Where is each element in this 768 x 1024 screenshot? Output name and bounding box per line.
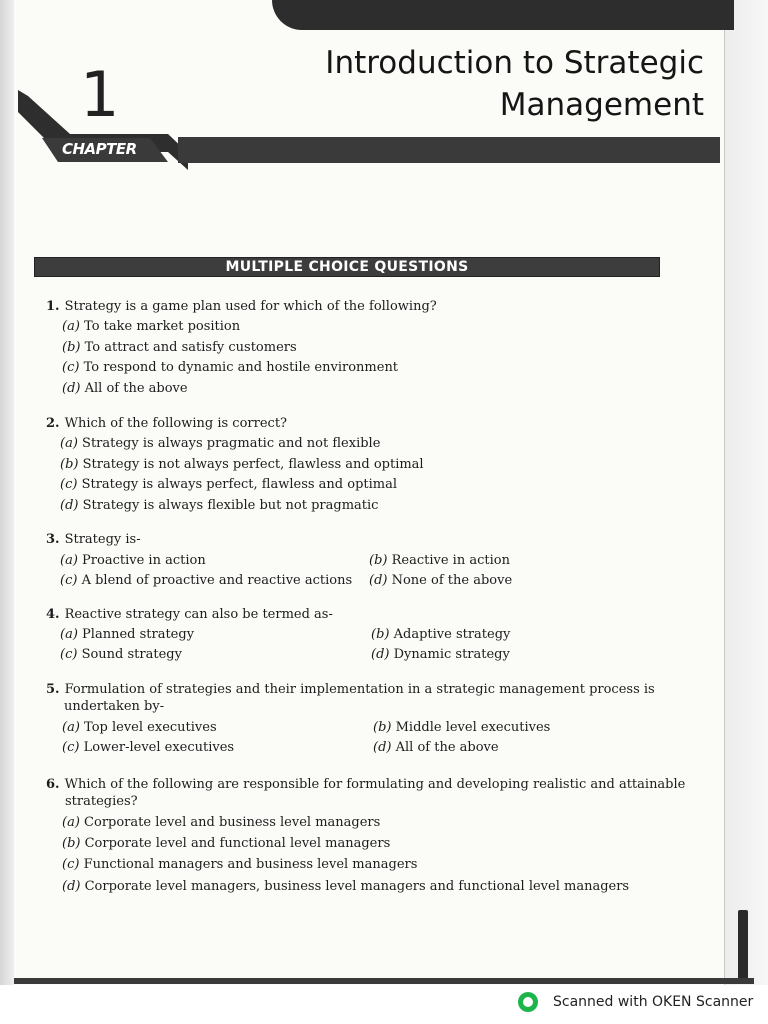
chapter-title-line1: Introduction to Strategic <box>325 45 704 81</box>
option-text: Sound strategy <box>81 647 182 662</box>
option-1b <box>62 338 297 358</box>
option-text: Strategy is not always perfect, flawless and optimal <box>82 457 424 472</box>
option-letter: (b) <box>369 553 388 568</box>
question-text: Strategy is- <box>64 532 141 547</box>
question-5-continued <box>64 697 164 717</box>
option-letter: (c) <box>60 477 78 492</box>
question-text-line1: Which of the following are responsible for formulating and developing realistic and attainable <box>64 777 686 792</box>
option-letter: (d) <box>373 740 392 755</box>
option-letter: (b) <box>371 627 390 642</box>
option-letter: (b) <box>62 340 81 355</box>
question-1 <box>46 297 437 317</box>
question-text: Reactive strategy can also be termed as- <box>64 607 333 622</box>
option-text: All of the above <box>395 740 499 755</box>
option-letter: (b) <box>60 457 79 472</box>
question-6-continued <box>65 792 138 812</box>
option-letter: (d) <box>369 573 388 588</box>
option-text: Middle level executives <box>395 720 551 735</box>
option-text: Planned strategy <box>82 627 195 642</box>
option-text: None of the above <box>391 573 513 588</box>
scanner-watermark: Scanned with OKEN Scanner <box>553 994 754 1010</box>
option-3c <box>60 571 352 591</box>
option-text: Lower-level executives <box>83 740 235 755</box>
option-1c <box>62 358 398 378</box>
section-heading-bar <box>34 257 660 277</box>
option-text: Top level executives <box>84 720 217 735</box>
option-5a <box>62 718 217 738</box>
page-curl <box>738 910 748 982</box>
section-heading: MULTIPLE CHOICE QUESTIONS <box>225 259 469 275</box>
scanner-logo-icon <box>518 992 538 1012</box>
option-letter: (a) <box>60 436 78 451</box>
option-letter: (c) <box>60 647 78 662</box>
chapter-title-line2: Management <box>499 87 704 123</box>
chapter-bar <box>178 137 720 163</box>
question-number: 4. <box>46 607 60 622</box>
question-number: 2. <box>46 416 60 431</box>
option-letter: (b) <box>62 836 81 851</box>
question-2 <box>46 414 287 434</box>
option-4b <box>371 625 510 645</box>
page-bottom-shadow <box>14 978 754 984</box>
question-number: 5. <box>46 682 60 697</box>
option-letter: (d) <box>60 498 79 513</box>
option-5d <box>373 738 499 758</box>
option-letter: (d) <box>62 381 81 396</box>
option-text: Strategy is always flexible but not pragmatic <box>82 498 379 513</box>
question-number: 6. <box>46 777 60 792</box>
option-text: A blend of proactive and reactive actions <box>81 573 353 588</box>
chapter-label: CHAPTER <box>62 140 137 158</box>
option-5b <box>373 718 550 738</box>
option-6c <box>62 855 417 875</box>
option-3b <box>369 551 510 571</box>
option-1d <box>62 379 188 399</box>
option-text: Proactive in action <box>82 553 206 568</box>
option-text: Functional managers and business level managers <box>83 857 418 872</box>
option-3d <box>369 571 512 591</box>
question-text: Strategy is a game plan used for which of the following? <box>64 299 437 314</box>
option-text: Corporate level and business level managers <box>84 815 381 830</box>
option-letter: (c) <box>62 740 80 755</box>
chapter-title <box>244 42 704 126</box>
option-letter: (c) <box>60 573 78 588</box>
question-6 <box>46 775 685 795</box>
option-letter: (a) <box>62 319 80 334</box>
option-4a <box>60 625 194 645</box>
option-letter: (a) <box>60 553 78 568</box>
option-letter: (b) <box>373 720 392 735</box>
option-5c <box>62 738 234 758</box>
question-text: Which of the following is correct? <box>64 416 288 431</box>
option-text: To respond to dynamic and hostile environment <box>83 360 399 375</box>
option-text: Corporate level managers, business level managers and functional level managers <box>84 879 630 894</box>
page-left-edge <box>0 0 14 985</box>
question-number: 3. <box>46 532 60 547</box>
question-text-line2: strategies? <box>65 794 138 809</box>
option-4c <box>60 645 182 665</box>
option-2b <box>60 455 424 475</box>
option-4d <box>371 645 510 665</box>
page-right-edge <box>724 0 768 985</box>
option-text: Strategy is always pragmatic and not flexible <box>82 436 381 451</box>
option-text: All of the above <box>84 381 188 396</box>
option-letter: (a) <box>62 815 80 830</box>
option-2c <box>60 475 397 495</box>
option-6b <box>62 834 390 854</box>
header-top-band <box>272 0 734 30</box>
option-3a <box>60 551 206 571</box>
option-text: Corporate level and functional level managers <box>84 836 391 851</box>
option-letter: (c) <box>62 857 80 872</box>
option-6a <box>62 813 380 833</box>
option-6d <box>62 877 629 897</box>
option-2d <box>60 496 378 516</box>
question-4 <box>46 605 333 625</box>
option-text: To attract and satisfy customers <box>84 340 297 355</box>
chapter-number: 1 <box>80 58 120 131</box>
question-3 <box>46 530 141 550</box>
option-2a <box>60 434 380 454</box>
option-letter: (d) <box>371 647 390 662</box>
option-1a <box>62 317 240 337</box>
option-text: Dynamic strategy <box>393 647 510 662</box>
option-text: Strategy is always perfect, flawless and optimal <box>81 477 398 492</box>
question-number: 1. <box>46 299 60 314</box>
option-text: To take market position <box>84 319 241 334</box>
question-text-line1: Formulation of strategies and their implementation in a strategic management process is <box>64 682 655 697</box>
option-text: Reactive in action <box>391 553 510 568</box>
option-text: Adaptive strategy <box>393 627 511 642</box>
question-text-line2: undertaken by- <box>64 699 165 714</box>
option-letter: (c) <box>62 360 80 375</box>
option-letter: (a) <box>62 720 80 735</box>
option-letter: (a) <box>60 627 78 642</box>
option-letter: (d) <box>62 879 81 894</box>
